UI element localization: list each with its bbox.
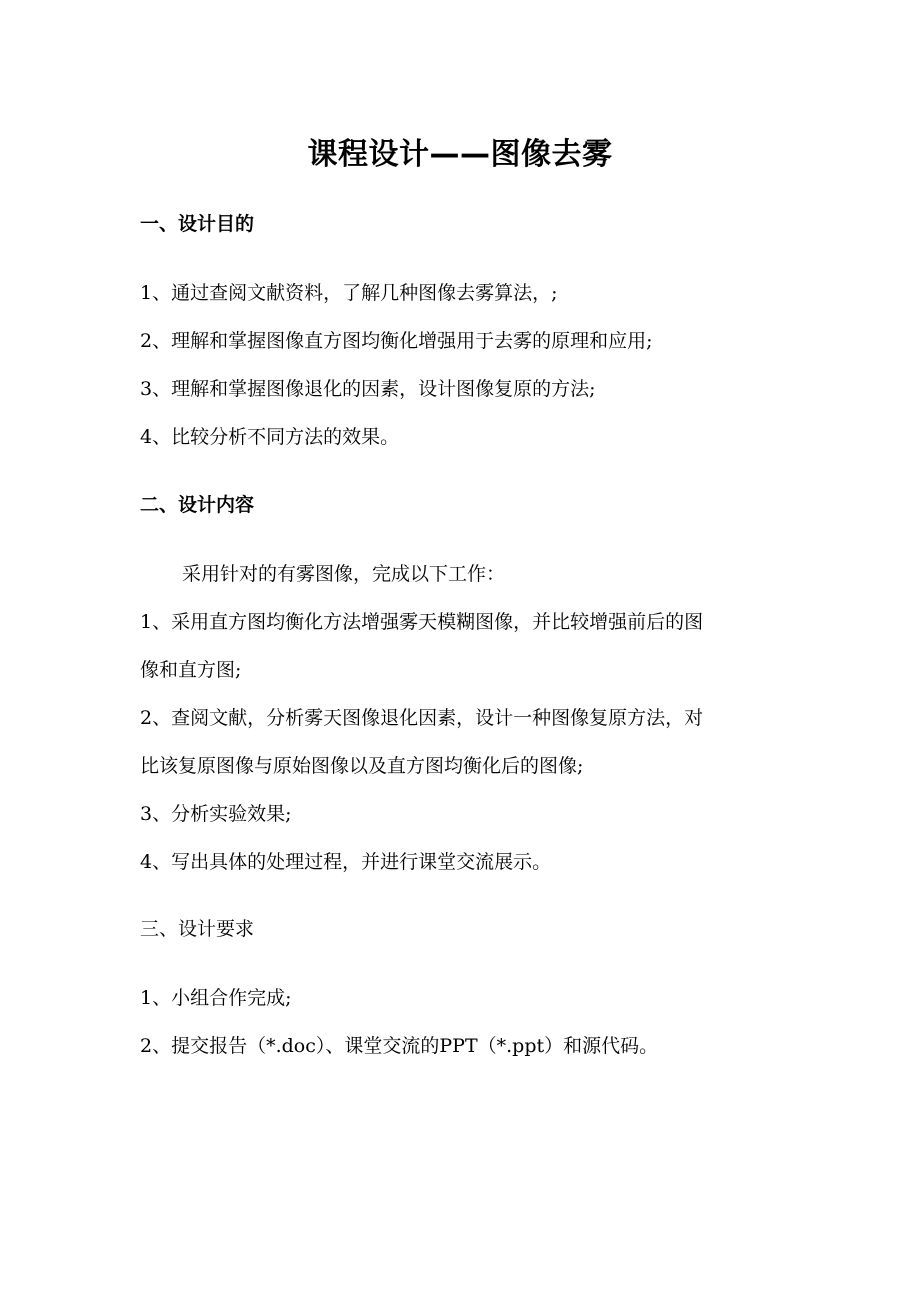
section-heading-content: 二、设计内容 [140,494,255,516]
content-item-1-line-2: 像和直方图; [140,659,242,681]
section-heading-requirements: 三、设计要求 [140,918,255,940]
purpose-item-1: 1、通过查阅文献资料，了解几种图像去雾算法，; [140,282,558,304]
requirements-item-1: 1、小组合作完成; [140,987,292,1009]
document-title: 课程设计——图像去雾 [307,137,613,172]
purpose-item-4: 4、比较分析不同方法的效果。 [140,426,400,448]
section-heading-purpose: 一、设计目的 [140,213,255,235]
content-item-2-line-1: 2、查阅文献，分析雾天图像退化因素，设计一种图像复原方法，对 [140,707,704,729]
content-item-1-line-1: 1、采用直方图均衡化方法增强雾天模糊图像，并比较增强前后的图 [140,611,704,633]
purpose-item-2: 2、理解和掌握图像直方图均衡化增强用于去雾的原理和应用; [140,330,653,352]
content-item-4: 4、写出具体的处理过程，并进行课堂交流展示。 [140,851,552,873]
requirements-item-2: 2、提交报告（*.doc）、课堂交流的PPT（*.ppt）和源代码。 [140,1035,659,1057]
purpose-item-3: 3、理解和掌握图像退化的因素，设计图像复原的方法; [140,378,596,400]
content-item-2-line-2: 比该复原图像与原始图像以及直方图均衡化后的图像; [140,755,584,777]
content-intro: 采用针对的有雾图像，完成以下工作： [182,563,506,585]
content-item-3: 3、分析实验效果; [140,803,292,825]
